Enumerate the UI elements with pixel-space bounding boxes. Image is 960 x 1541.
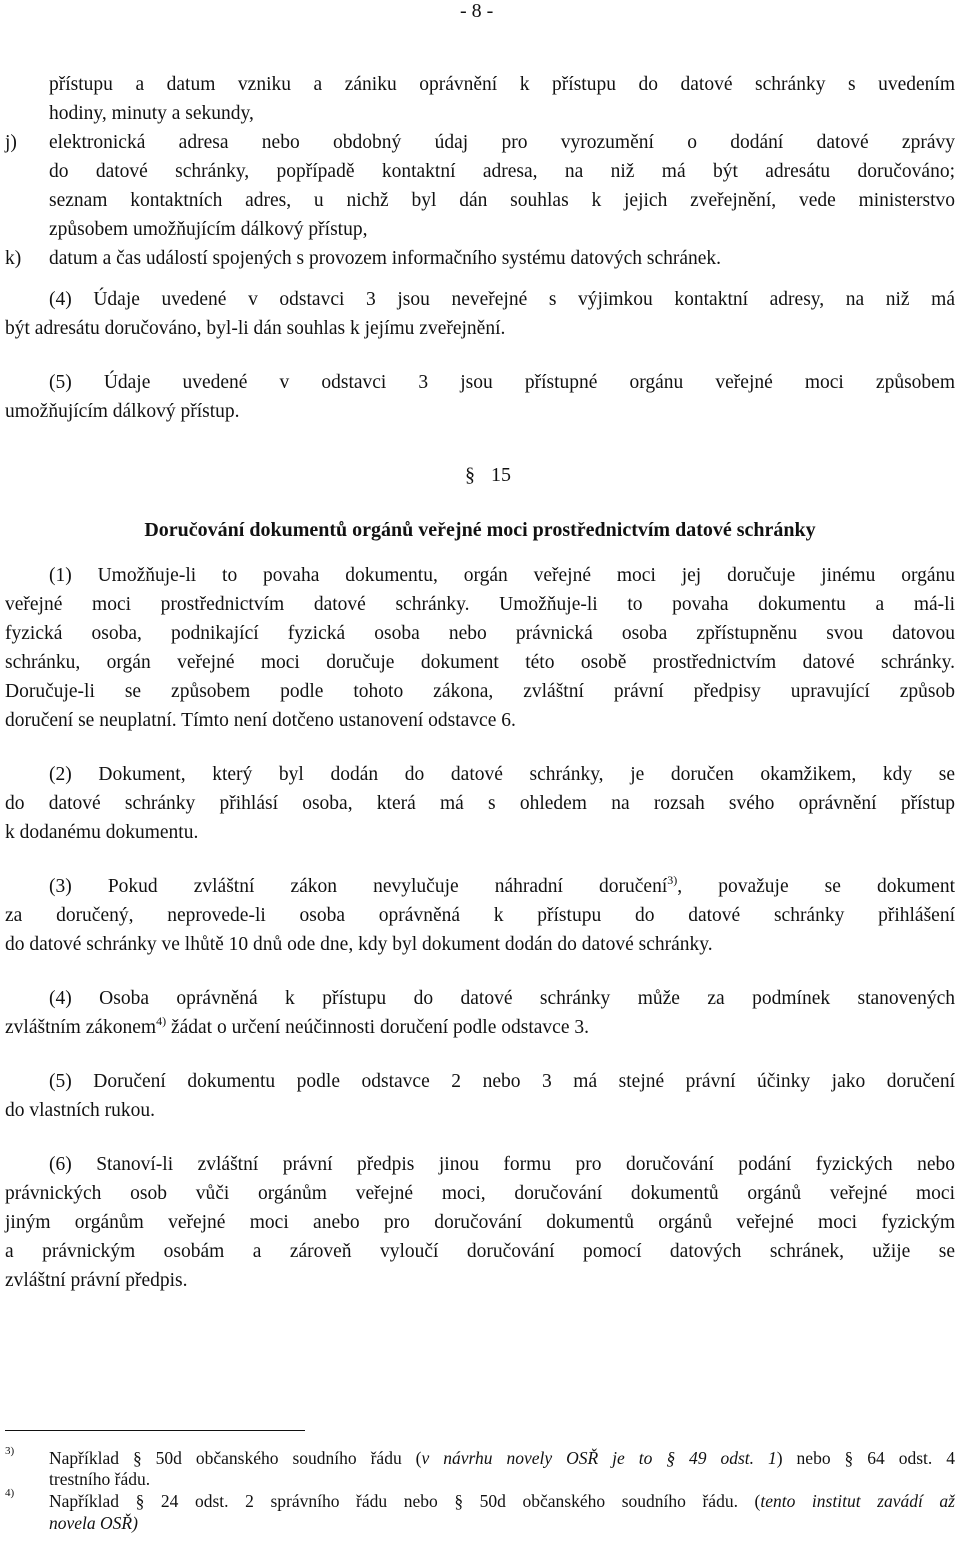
text-run: žádat o určení neúčinnosti doručení podle odstavce 3. bbox=[166, 1017, 589, 1038]
paragraph-line: umožňujícím dálkový přístup. bbox=[5, 401, 240, 422]
text-run: novela OSŘ) bbox=[49, 1513, 138, 1533]
text-run: , považuje se dokument bbox=[677, 876, 955, 897]
footnote-marker: 4) bbox=[5, 1487, 15, 1499]
text-run: 50d občanského soudního řádu. ( bbox=[463, 1491, 761, 1511]
text-run: tento institut zavádí až bbox=[760, 1491, 955, 1511]
paragraph-line: (5) Doručení dokumentu podle odstavce 2 nebo 3 má stejné právní účinky jako doručení bbox=[49, 1071, 955, 1092]
paragraph-line: veřejné moci prostřednictvím datové schránky. Umožňuje-li to povaha dokumentu a má-li bbox=[5, 594, 955, 615]
paragraph-line: do vlastních rukou. bbox=[5, 1100, 156, 1121]
section-symbol: § bbox=[454, 1491, 464, 1511]
list-continuation-line: hodiny, minuty a sekundy, bbox=[49, 103, 254, 124]
list-continuation-line: přístupu a datum vzniku a zániku oprávnění k přístupu do datové schránky s uvedením bbox=[49, 74, 955, 95]
item-k-label: k) bbox=[5, 248, 22, 269]
text-run: ) nebo bbox=[776, 1448, 845, 1468]
paragraph-line: fyzická osoba, podnikající fyzická osoba nebo právnická osoba zpřístupněnu svou datovou bbox=[5, 623, 955, 644]
footnote-ref: 4) bbox=[156, 1014, 167, 1028]
section-symbol: § bbox=[132, 1448, 142, 1468]
footnote-separator bbox=[5, 1430, 305, 1431]
footnote-ref: 3) bbox=[667, 873, 678, 887]
footnote-3-line: trestního řádu. bbox=[49, 1469, 151, 1489]
text-run: v návrhu novely OSŘ je to bbox=[421, 1448, 667, 1468]
section-symbol: § bbox=[844, 1448, 854, 1468]
paragraph-line: (1) Umožňuje-li to povaha dokumentu, orgán veřejné moci jej doručuje jinému orgánu bbox=[49, 565, 955, 586]
paragraph-line: (4) Osoba oprávněná k přístupu do datové schránky může za podmínek stanovených bbox=[49, 988, 955, 1009]
paragraph-line: (4) Údaje uvedené v odstavci 3 jsou neveřejné s výjimkou kontaktní adresy, na niž má bbox=[49, 289, 955, 310]
text-run: 50d občanského soudního řádu ( bbox=[141, 1448, 422, 1468]
section-symbol: § bbox=[666, 1448, 676, 1468]
paragraph-line: právnických osob vůči orgánům veřejné moci, doručování dokumentů orgánů veřejné moci bbox=[5, 1183, 955, 1204]
footnote-4-line bbox=[49, 1512, 138, 1535]
paragraph-line: do datové schránky přihlásí osoba, která má s ohledem na rozsah svého oprávnění přístup bbox=[5, 793, 955, 814]
item-j-label: j) bbox=[5, 132, 17, 153]
paragraph-line: jiným orgánům veřejné moci anebo pro doručování dokumentů orgánů veřejné moci fyzickým bbox=[5, 1212, 955, 1233]
paragraph-line: a právnickým osobám a zároveň vyloučí doručování pomocí datových schránek, užije se bbox=[5, 1241, 955, 1262]
item-k-line: datum a čas událostí spojených s provozem informačního systému datových schránek. bbox=[49, 248, 722, 269]
paragraph-line: Doručuje-li se způsobem podle tohoto zákona, zvláštní právní předpisy upravující způsob bbox=[5, 681, 955, 702]
paragraph-line: (6) Stanoví-li zvláštní právní předpis jinou formu pro doručování podání fyzických nebo bbox=[49, 1154, 955, 1175]
paragraph-line: za doručený, neprovede-li osoba oprávněná k přístupu do datové schránky přihlášení bbox=[5, 905, 955, 926]
paragraph-line: doručení se neuplatní. Tímto není dotčeno ustanovení odstavce 6. bbox=[5, 710, 516, 731]
item-j-line: elektronická adresa nebo obdobný údaj pro vyrozumění o dodání datové zprávy bbox=[49, 132, 955, 153]
section-number-value: 15 bbox=[491, 464, 511, 486]
section-heading: Doručování dokumentů orgánů veřejné moci prostřednictvím datové schránky bbox=[144, 519, 816, 541]
item-j-line: seznam kontaktních adres, u nichž byl dán souhlas k jejich zveřejnění, vede ministerstvo bbox=[49, 190, 955, 211]
paragraph-line: (5) Údaje uvedené v odstavci 3 jsou přístupné orgánu veřejné moci způsobem bbox=[49, 372, 955, 393]
paragraph-line: zvláštní právní předpis. bbox=[5, 1270, 188, 1291]
text-run: (3) Pokud zvláštní zákon nevylučuje náhradní doručení bbox=[49, 876, 668, 897]
footnote-4-line bbox=[49, 1490, 955, 1513]
item-j-line: způsobem umožňujícím dálkový přístup, bbox=[49, 219, 368, 240]
text-run: 64 odst. 4 bbox=[853, 1448, 955, 1468]
footnote-marker: 3) bbox=[5, 1445, 15, 1457]
section-symbol: § bbox=[465, 464, 475, 486]
text-run: 49 odst. 1 bbox=[675, 1448, 777, 1468]
section-number bbox=[465, 464, 511, 487]
paragraph-line: (2) Dokument, který byl dodán do datové schránky, je doručen okamžikem, kdy se bbox=[49, 764, 955, 785]
paragraph-line: do datové schránky ve lhůtě 10 dnů ode dne, kdy byl dokument dodán do datové schránky. bbox=[5, 934, 713, 955]
text-run: Například bbox=[49, 1491, 136, 1511]
text-run: zvláštním zákonem bbox=[5, 1017, 157, 1038]
footnote-3-line bbox=[49, 1447, 955, 1470]
item-j-line: do datové schránky, popřípadě kontaktní adresa, na niž má být adresátu doručováno; bbox=[49, 161, 955, 182]
section-symbol: § bbox=[135, 1491, 145, 1511]
paragraph-line: k dodanému dokumentu. bbox=[5, 822, 199, 843]
paragraph-line bbox=[5, 1013, 955, 1042]
text-run: Například bbox=[49, 1448, 133, 1468]
paragraph-line: být adresátu doručováno, byl-li dán souhlas k jejímu zveřejnění. bbox=[5, 318, 506, 339]
paragraph-line bbox=[49, 872, 955, 901]
paragraph-line: schránku, orgán veřejné moci doručuje dokument této osobě prostřednictvím datové schránky. bbox=[5, 652, 955, 673]
text-run: 24 odst. 2 správního řádu nebo bbox=[144, 1491, 455, 1511]
page-number: - 8 - bbox=[460, 0, 494, 22]
